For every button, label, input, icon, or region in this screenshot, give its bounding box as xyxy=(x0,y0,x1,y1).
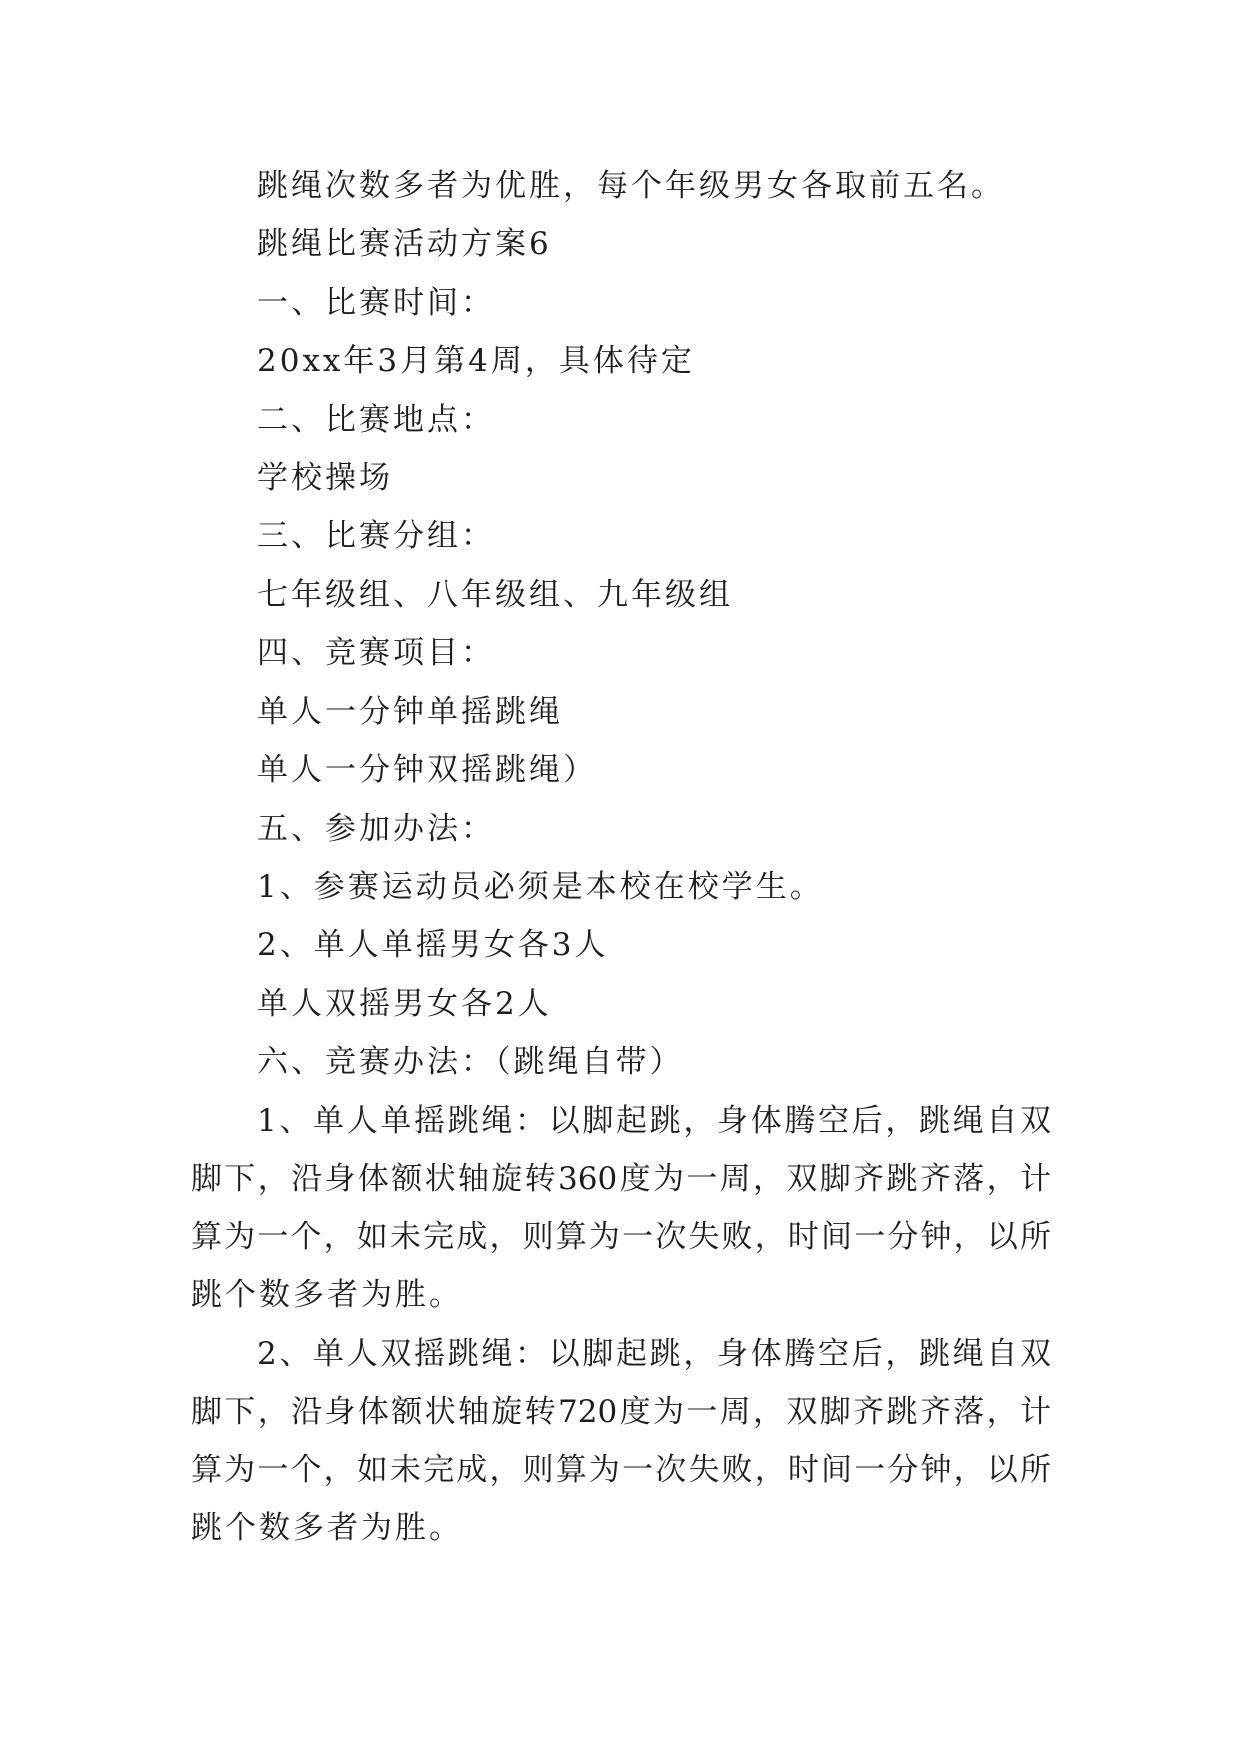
text-line-event-single: 单人一分钟单摇跳绳 xyxy=(257,694,563,730)
paragraph-row: 2、单人双摇跳绳：以脚起跳，身体腾空后，跳绳自双 xyxy=(257,1336,1051,1372)
section-heading-events: 四、竞赛项目： xyxy=(257,635,495,671)
text-line-event-double: 单人一分钟双摇跳绳） xyxy=(257,752,597,788)
section-heading-location: 二、比赛地点： xyxy=(257,402,495,438)
paragraph-row: 算为一个，如未完成，则算为一次失败，时间一分钟，以所 xyxy=(191,1219,1051,1255)
section-heading-participation: 五、参加办法： xyxy=(257,811,495,847)
text-line-groups: 七年级组、八年级组、九年级组 xyxy=(257,577,733,613)
paragraph-row: 跳个数多者为胜。 xyxy=(191,1510,463,1546)
text-line-participation-1: 1、参赛运动员必须是本校在校学生。 xyxy=(257,869,824,905)
plan-title: 跳绳比赛活动方案6 xyxy=(257,226,552,262)
section-heading-groups: 三、比赛分组： xyxy=(257,518,495,554)
paragraph-row: 1、单人单摇跳绳：以脚起跳，身体腾空后，跳绳自双 xyxy=(257,1103,1051,1139)
section-heading-rules: 六、竞赛办法：（跳绳自带） xyxy=(257,1044,684,1080)
paragraph-row: 脚下，沿身体额状轴旋转720度为一周，双脚齐跳齐落，计 xyxy=(191,1394,1051,1430)
section-heading-time: 一、比赛时间： xyxy=(257,285,495,321)
paragraph-row: 跳个数多者为胜。 xyxy=(191,1277,463,1313)
text-line-location: 学校操场 xyxy=(257,460,393,496)
rule-paragraph-single xyxy=(191,1092,1051,1324)
text-line-time: 20xx年3月第4周，具体待定 xyxy=(257,343,695,379)
text-line-winners: 跳绳次数多者为优胜，每个年级男女各取前五名。 xyxy=(257,168,1005,204)
rule-paragraph-double xyxy=(191,1325,1051,1557)
text-line-participation-2: 2、单人单摇男女各3人 xyxy=(257,927,609,963)
paragraph-row: 脚下，沿身体额状轴旋转360度为一周，双脚齐跳齐落，计 xyxy=(191,1161,1051,1197)
paragraph-row: 算为一个，如未完成，则算为一次失败，时间一分钟，以所 xyxy=(191,1452,1051,1488)
text-line-participation-3: 单人双摇男女各2人 xyxy=(257,986,552,1022)
